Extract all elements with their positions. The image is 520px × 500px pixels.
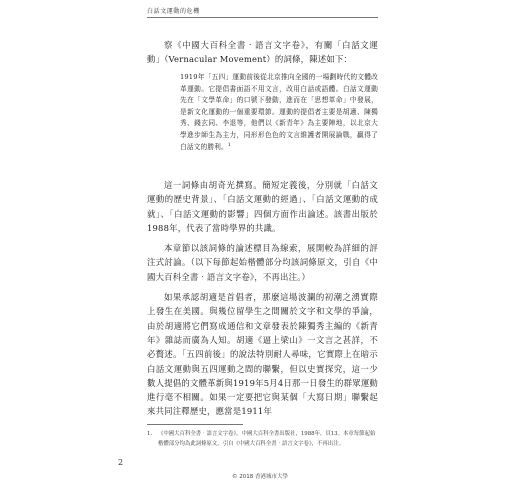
paragraph-1: 這一詞條由胡奇光撰寫。簡短定義後，分別就「白話文運動的歷史背景」、「白話文運動的經過」、「白話文運動的成就」、「白話文運動的影響」四個方面作出論述。該書出版於1988年，代表了當時學界的共識。 (147, 180, 378, 233)
footnote-rule (147, 424, 243, 425)
header-rule (147, 17, 378, 18)
footnote-marker: 1 (227, 142, 231, 148)
footnote (147, 430, 378, 449)
page-number: 2 (118, 458, 124, 467)
copyright-line: © 2018 香港城市大學 (232, 474, 288, 480)
quote-text: 1919年「五四」運動前後從北京推向全國的一場劃時代的文體改革運動。它提倡書面語不用文言，改用白話或語體。白話文運動先在「文學革命」的口號下發動，進而在「思想革命」中發展，是新文化運動的一個重要環節。運動的提倡者主要是胡適、陳獨秀、錢玄同、李退等，他們以《新青年》為主要陣地，以北京大學進步師生為主力，同形形色色的文言維護者開展論戰，贏得了白話文的勝利。 (180, 73, 378, 151)
paragraph-2: 本章節以該詞條的論述標目為線索，展開較為詳細的評注式討論。（以下每節起始楷體部分均該詞條原文，引自《中國大百科全書‧語言文字卷》，不再出注。） (147, 243, 378, 282)
footnote-number: 1. (147, 431, 153, 437)
main-text (147, 178, 378, 419)
intro-paragraph: 察《中國大百科全書‧語言文字卷》，有關「白話文運動」（Vernacular Movement）的詞條，陳述如下： (147, 40, 378, 65)
intro-block (147, 38, 378, 67)
paragraph-3: 如果承認胡適是首倡者，那麼這場波瀾的初潮之湧實際上發生在美國。與幾位留學生之間關於文字和文學的爭論，由於胡適將它們寫成通信和文章發表於陳獨秀主編的《新青年》雜誌而廣為人知。胡適《逼上梁山》一文言之甚詳，不必贅述。「五四前後」的說法特別耐人尋味，它實際上在暗示白話文運動與五四運動之間的聯繫，但以史實探究，這一少數人提倡的文體革新與1919年5月4日那一日發生的群眾運動進行毫不相關。如果一定要把它與某個「大寫日期」聯繫起來共同注釋歷史，應當是1911年 (147, 292, 378, 417)
dictionary-quote (180, 72, 378, 153)
footnote-text: 《中國大百科全書‧語言文字卷》，中國大百科全書出版社，1988年，頁13。本章每節起始楷體部分均為此詞條原文，引自《中國大百科全書‧語言文字卷》，不再出注。 (158, 431, 376, 447)
running-head: 白話文運動的危機 (147, 8, 200, 15)
